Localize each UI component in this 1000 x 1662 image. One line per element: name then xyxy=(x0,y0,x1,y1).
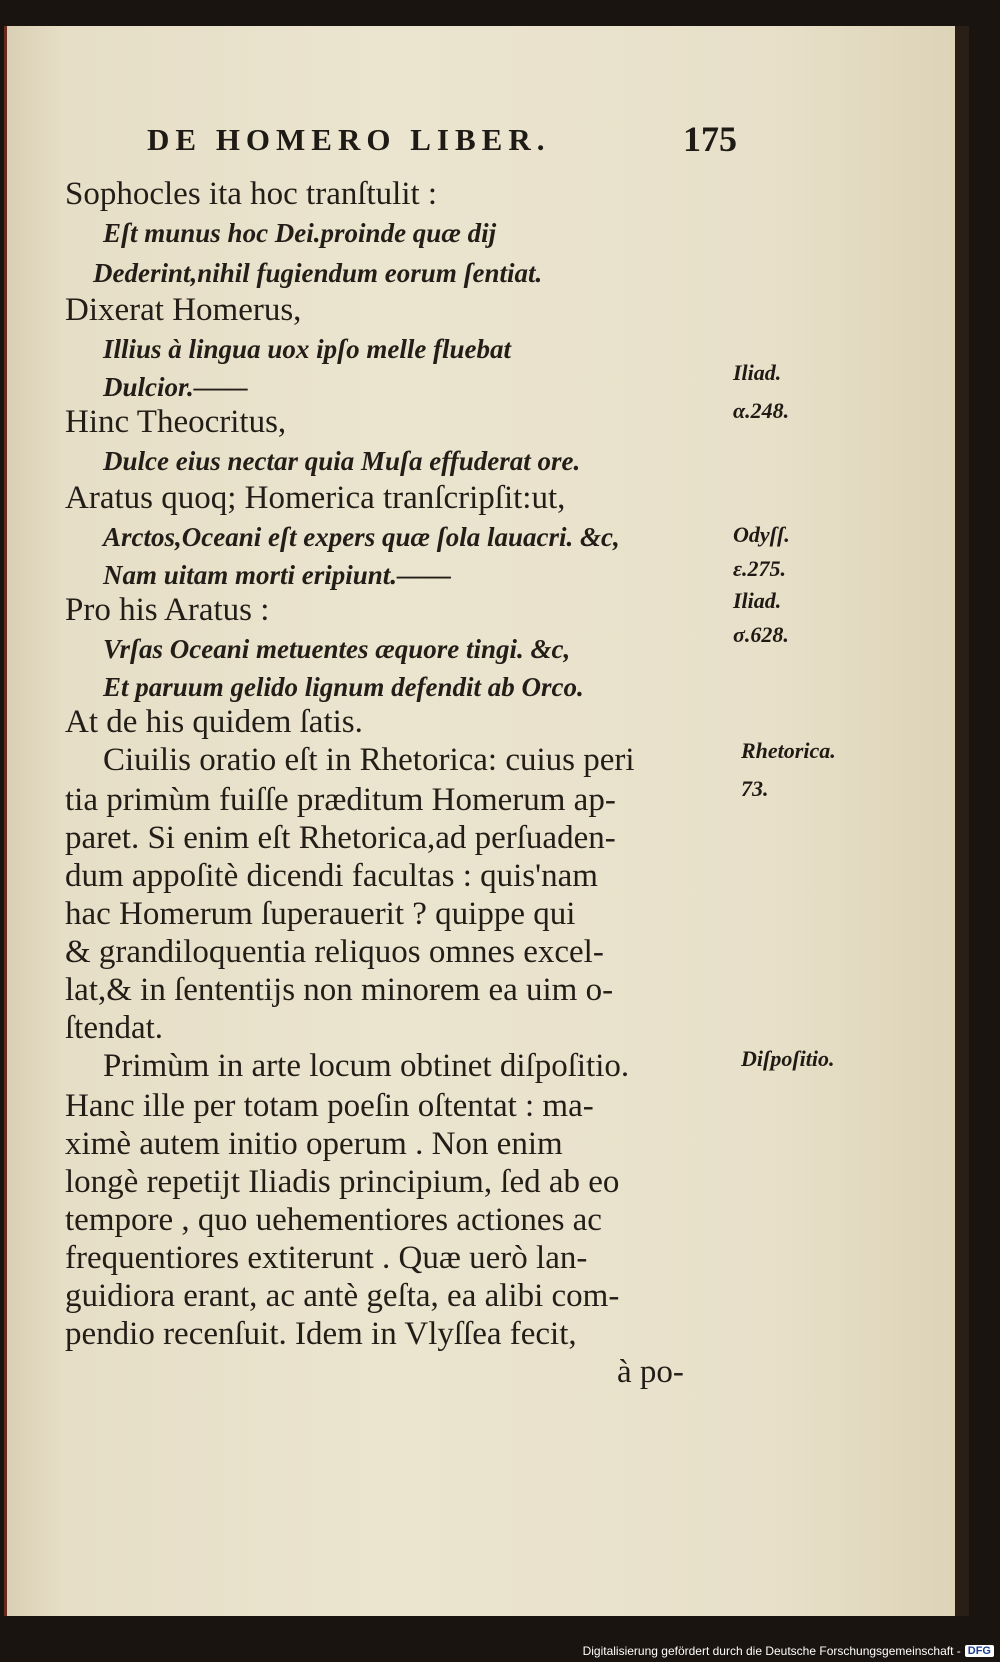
text-line: Primùm in arte locum obtinet diſpoſitio. xyxy=(103,1048,630,1084)
verse-line: Dulcior.—— xyxy=(103,372,248,402)
text-line: Aratus quoq; Homerica tranſcripſit:ut, xyxy=(65,480,566,516)
text-line: ximè autem initio operum . Non enim xyxy=(65,1126,563,1162)
verse-line: Et paruum gelido lignum defendit ab Orco. xyxy=(103,672,584,702)
verse-line: Arctos,Oceani eſt expers quæ ſola lauacri. &c, xyxy=(103,522,620,552)
margin-note: Diſpoſitio. xyxy=(741,1046,835,1071)
page-number: 175 xyxy=(683,119,737,159)
text-line: Hanc ille per totam poeſin oſtentat : ma- xyxy=(65,1088,594,1124)
verse-line: Dederint,nihil fugiendum eorum ſentiat. xyxy=(93,258,543,288)
text-line: Dixerat Homerus, xyxy=(65,292,302,328)
verse-line: Illius à lingua uox ipſo melle fluebat xyxy=(103,334,512,364)
text-line: paret. Si enim eſt Rhetorica,ad perſuaden- xyxy=(65,820,616,856)
text-line: At de his quidem ſatis. xyxy=(65,704,363,740)
text-line: dum appoſitè dicendi facultas : quis'nam xyxy=(65,858,598,894)
verse-line: Vrſas Oceani metuentes æquore tingi. &c, xyxy=(103,634,571,664)
text-line: frequentiores extiterunt . Quæ uerò lan- xyxy=(65,1240,588,1276)
verse-line: Nam uitam morti eripiunt.—— xyxy=(103,560,452,590)
digitization-credit xyxy=(583,1644,994,1658)
margin-note: ε.275. xyxy=(733,556,787,581)
text-line: Hinc Theocritus, xyxy=(65,404,287,440)
running-title: DE HOMERO LIBER. xyxy=(147,122,551,157)
catchword: à po- xyxy=(617,1354,684,1390)
text-line: hac Homerum ſuperauerit ? quippe qui xyxy=(65,896,576,932)
text-line: Ciuilis oratio eſt in Rhetorica: cuius peri xyxy=(103,742,635,778)
verse-line: Eſt munus hoc Dei.proinde quæ dij xyxy=(103,218,497,248)
margin-note: Rhetorica. xyxy=(741,738,836,763)
book-page xyxy=(4,26,955,1616)
margin-note: 73. xyxy=(741,776,769,801)
verse-line: Dulce eius nectar quia Muſa effuderat ore. xyxy=(103,446,581,476)
margin-note: Odyſſ. xyxy=(733,522,790,547)
margin-note: Iliad. xyxy=(733,588,782,613)
text-line: guidiora erant, ac antè geſta, ea alibi com- xyxy=(65,1278,620,1314)
text-line: lat,& in ſententijs non minorem ea uim o- xyxy=(65,972,614,1008)
text-line: pendio recenſuit. Idem in Vlyſſea fecit, xyxy=(65,1316,577,1352)
text-line: tempore , quo uehementiores actiones ac xyxy=(65,1202,602,1238)
text-line: tia primùm fuiſſe præditum Homerum ap- xyxy=(65,782,616,818)
text-line: longè repetijt Iliadis principium, ſed ab eo xyxy=(65,1164,620,1200)
margin-note: α.248. xyxy=(733,398,790,423)
text-line: & grandiloquentia reliquos omnes excel- xyxy=(65,934,604,970)
text-line: ſtendat. xyxy=(65,1010,164,1046)
dfg-logo: DFG xyxy=(965,1645,994,1657)
margin-note: Iliad. xyxy=(733,360,782,385)
margin-note: σ.628. xyxy=(733,622,789,647)
text-line: Sophocles ita hoc tranſtulit : xyxy=(65,176,438,212)
credit-text: Digitalisierung gefördert durch die Deutsche Forschungsgemeinschaft - xyxy=(582,1644,961,1658)
text-line: Pro his Aratus : xyxy=(65,592,270,628)
